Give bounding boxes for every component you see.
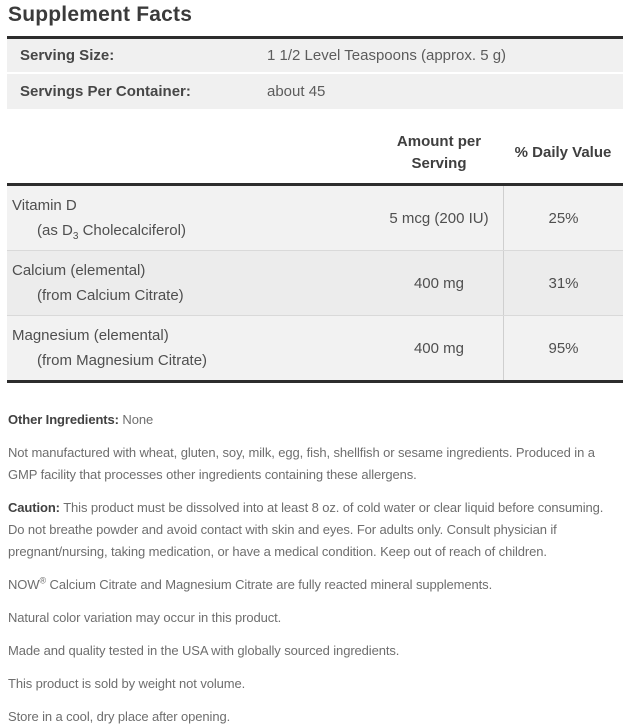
other-ingredients-value: None [118,412,154,427]
registered-trademark-symbol: ® [39,575,47,586]
allergen-note: Not manufactured with wheat, gluten, soy, milk, egg, fish, shellfish or sesame ingredients. Produced in a GMP facility that processes other ingredients containing these allergens. [8,445,595,482]
serving-info-table [7,36,623,109]
nutrient-amount: 5 mcg (200 IU) [389,209,489,227]
nutrient-name-main: Vitamin D [12,197,77,214]
footer-notes [7,409,623,728]
servings-per-container-value: about 45 [267,83,326,100]
servings-per-container-label: Servings Per Container: [20,83,191,100]
page-title: Supplement Facts [8,3,193,26]
serving-size-value: 1 1/2 Level Teaspoons (approx. 5 g) [267,47,507,64]
nutrient-name-source: (as $D_3$ Cholecalciferol) [37,222,186,242]
amount-per-serving-header [375,131,503,175]
sold-by-weight-note: This product is sold by weight not volume. [8,676,246,691]
brand-note: NOW® Calcium Citrate and Magnesium Citrate are fully reacted mineral supplements. [8,575,493,592]
nutrient-amount: 400 mg [413,339,465,357]
nutrient-name-main: Calcium (elemental) [12,262,146,279]
nutrient-name-source: (from Magnesium Citrate) [37,352,208,369]
origin-note: Made and quality tested in the USA with globally sourced ingredients. [8,643,400,658]
subscript: 3 [72,231,79,242]
color-variation-note: Natural color variation may occur in this product. [8,610,282,625]
caution-label: Caution: [8,500,60,515]
nutrient-amount: 400 mg [413,274,465,292]
nutrient-name [7,251,375,315]
nutrient-name [7,316,375,380]
nutrient-name [7,186,375,250]
table-row-magnesium [7,315,623,380]
amount-header-line2: Serving [411,155,467,172]
amount-header-line1: Amount per [396,133,482,150]
nutrient-daily-value: 95% [503,316,623,380]
caution-note [8,497,623,563]
nutrient-table-header [7,131,623,183]
nutrient-daily-value: 31% [503,251,623,315]
table-row-calcium [7,250,623,315]
table-row-vitamin-d [7,186,623,250]
other-ingredients-note [8,409,623,431]
caution-text: This product must be dissolved into at least 8 oz. of cold water or clear liquid before consuming. Do not breathe powder and avoid contact with skin and eyes. For adults only. Consult physician if pregnant/nursing, taking medication, or have a medical condition. Keep out of reach of children. [8,500,604,559]
storage-note: Store in a cool, dry place after opening. [8,709,231,724]
serving-size-row [7,39,623,74]
nutrient-table [7,183,623,383]
daily-value-header: % Daily Value [514,144,612,161]
nutrient-name-main: Magnesium (elemental) [12,327,169,344]
nutrient-name-source: (from Calcium Citrate) [37,287,184,304]
serving-size-label: Serving Size: [20,47,115,64]
servings-per-container-row [7,74,623,109]
other-ingredients-label: Other Ingredients: [8,412,119,427]
nutrient-daily-value: 25% [503,186,623,250]
